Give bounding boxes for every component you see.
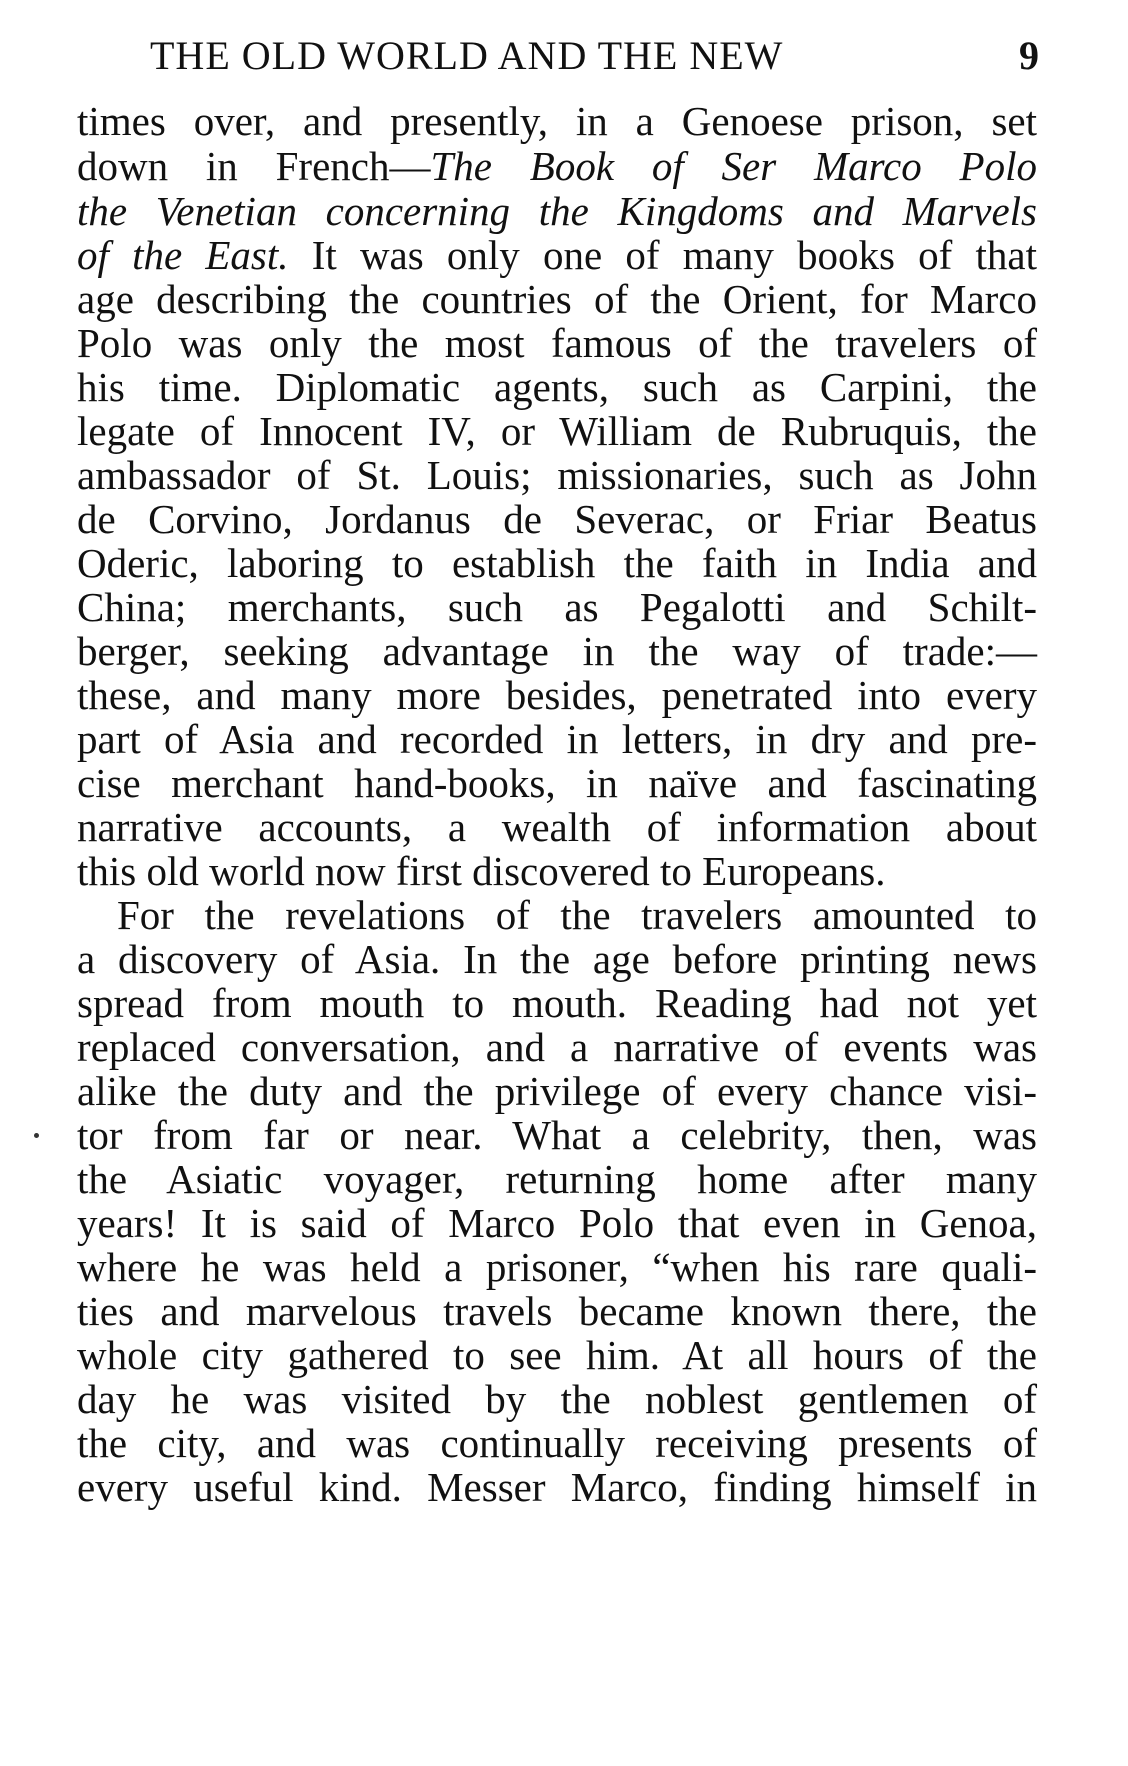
italic-book-title: The Book of Ser Marco Polo (430, 143, 1037, 189)
text-line: of the East. It was only one of many books of that (77, 232, 1037, 278)
text-line: cise merchant hand-books, in naïve and fascinating (77, 760, 1037, 806)
text-line: berger, seeking advantage in the way of trade:— (77, 628, 1037, 674)
text-line (77, 186, 1037, 236)
text-line: down in French—The Book of Ser Marco Polo (77, 143, 1037, 189)
text-line: legate of Innocent IV, or William de Rubruquis, the (77, 408, 1037, 454)
text-line: his time. Diplomatic agents, such as Carpini, the (77, 364, 1037, 410)
text-line: age describing the countries of the Orient, for Marco (77, 276, 1037, 322)
text-line: tor from far or near. What a celebrity, then, was (77, 1112, 1037, 1158)
running-head (150, 28, 1040, 84)
text-line: the Asiatic voyager, returning home after many (77, 1156, 1037, 1202)
italic-book-title: the Venetian concerning the Kingdoms and Marvels (77, 188, 1037, 234)
margin-mark (34, 1133, 39, 1138)
text-line: this old world now first discovered to Europeans. (77, 848, 886, 894)
text-line: ambassador of St. Louis; missionaries, such as John (77, 452, 1037, 498)
text-line: part of Asia and recorded in letters, in dry and pre- (77, 716, 1037, 762)
text-line: narrative accounts, a wealth of information about (77, 804, 1037, 850)
text-line: years! It is said of Marco Polo that even in Genoa, (77, 1200, 1037, 1246)
italic-book-title: of the East. (77, 232, 289, 278)
text-line: China; merchants, such as Pegalotti and Schilt- (77, 584, 1037, 630)
text-line: ties and marvelous travels became known there, the (77, 1288, 1037, 1334)
text-line: times over, and presently, in a Genoese prison, set (77, 98, 1037, 144)
text-line: Oderic, laboring to establish the faith in India and (77, 540, 1037, 586)
text-line: these, and many more besides, penetrated into every (77, 672, 1037, 718)
text-line: spread from mouth to mouth. Reading had not yet (77, 980, 1037, 1026)
text-line: whole city gathered to see him. At all hours of the (77, 1332, 1037, 1378)
text-line: the city, and was continually receiving presents of (77, 1420, 1037, 1466)
page-number: 9 (1019, 33, 1040, 78)
text-line: For the revelations of the travelers amounted to (117, 892, 1037, 938)
text-line: alike the duty and the privilege of every chance visi- (77, 1068, 1037, 1114)
text-line: day he was visited by the noblest gentlemen of (77, 1376, 1037, 1422)
text-line: a discovery of Asia. In the age before printing news (77, 936, 1037, 982)
text-line: de Corvino, Jordanus de Severac, or Friar Beatus (77, 496, 1037, 542)
text-line: Polo was only the most famous of the travelers of (77, 320, 1037, 366)
text-line: where he was held a prisoner, “when his rare quali- (77, 1244, 1037, 1290)
text-line: replaced conversation, and a narrative of events was (77, 1024, 1037, 1070)
text-line: every useful kind. Messer Marco, finding himself in (77, 1464, 1037, 1510)
running-head-title: THE OLD WORLD AND THE NEW (150, 33, 784, 78)
